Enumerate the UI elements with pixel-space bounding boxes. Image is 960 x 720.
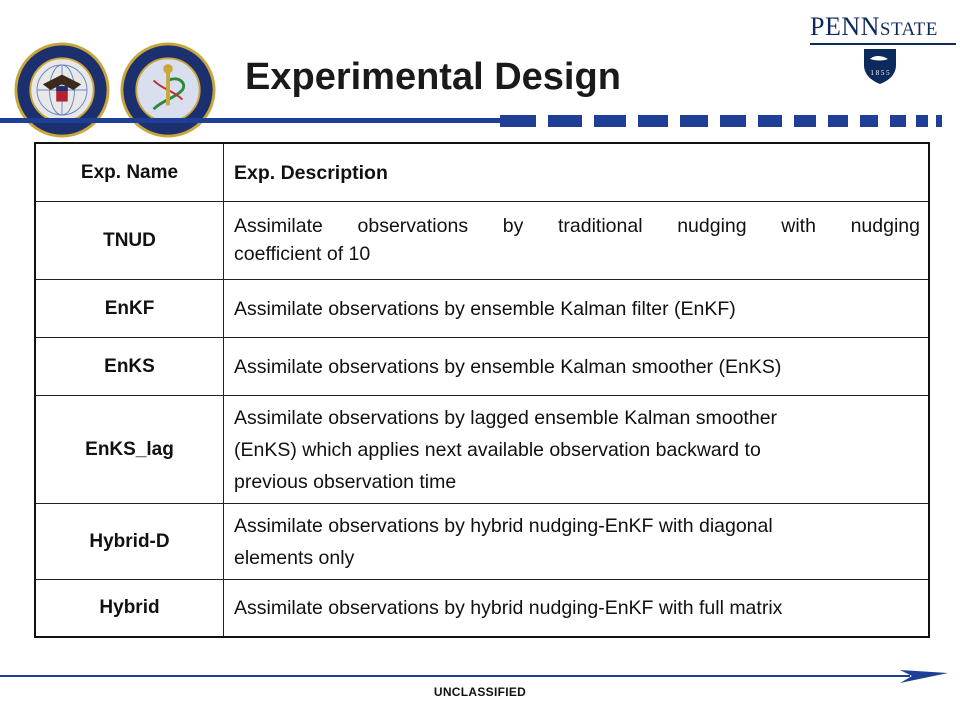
exp-description-continuation [234, 202, 920, 280]
description-line: elements only [234, 546, 355, 569]
description-line: previous observation time [234, 470, 457, 493]
penn-state-shield-icon [860, 47, 900, 85]
table-row [36, 396, 928, 504]
description-line: Assimilate observations by hybrid nudging-EnKF with diagonal [234, 514, 773, 537]
table-row [36, 280, 928, 338]
logo-year: 1 8 5 5 [870, 69, 890, 77]
description-line: Assimilate observations by hybrid nudging-EnKF with full matrix [234, 597, 783, 619]
table-row [36, 338, 928, 396]
logo-wordmark [810, 12, 938, 42]
description-line: Assimilate observations by traditional nudging with nudging [234, 215, 920, 237]
table-header-row [36, 144, 928, 202]
exp-description-cell [234, 504, 920, 579]
exp-name-cell: EnKS_lag [36, 396, 224, 503]
classification-footer: UNCLASSIFIED [433, 685, 527, 699]
exp-name-cell: EnKF [36, 280, 224, 337]
exp-name-cell: TNUD [36, 202, 224, 279]
penn-state-logo [810, 8, 960, 88]
description-line: Assimilate observations by ensemble Kalman smoother (EnKS) [234, 355, 782, 378]
experiment-table [34, 142, 930, 638]
logo-state: STATE [879, 19, 938, 40]
exp-description-cell [234, 396, 920, 503]
table-row [36, 504, 928, 580]
table-row [36, 580, 928, 636]
description-line: Assimilate observations by ensemble Kalman filter (EnKF) [234, 297, 736, 320]
header-exp-name: Exp. Name [36, 144, 224, 201]
exp-name-cell: Hybrid-D [36, 504, 224, 579]
description-line: (EnKS) which applies next available observation backward to [234, 438, 761, 461]
exp-description-cell [234, 338, 920, 395]
exp-name-cell: Hybrid [36, 580, 224, 636]
header-stripe [0, 113, 960, 129]
page-title: Experimental Design [245, 56, 621, 98]
logo-penn: PENN [810, 12, 880, 41]
logo-rule [810, 43, 956, 45]
exp-description-cell [234, 580, 920, 636]
header-exp-description [234, 144, 920, 201]
exp-description-cell [234, 280, 920, 337]
description-line: coefficient of 10 [234, 243, 371, 265]
exp-name-cell: EnKS [36, 338, 224, 395]
table-row-continuation [36, 202, 928, 280]
header-exp-description-text: Exp. Description [234, 161, 388, 184]
description-line: Assimilate observations by lagged ensemble Kalman smoother [234, 406, 778, 429]
